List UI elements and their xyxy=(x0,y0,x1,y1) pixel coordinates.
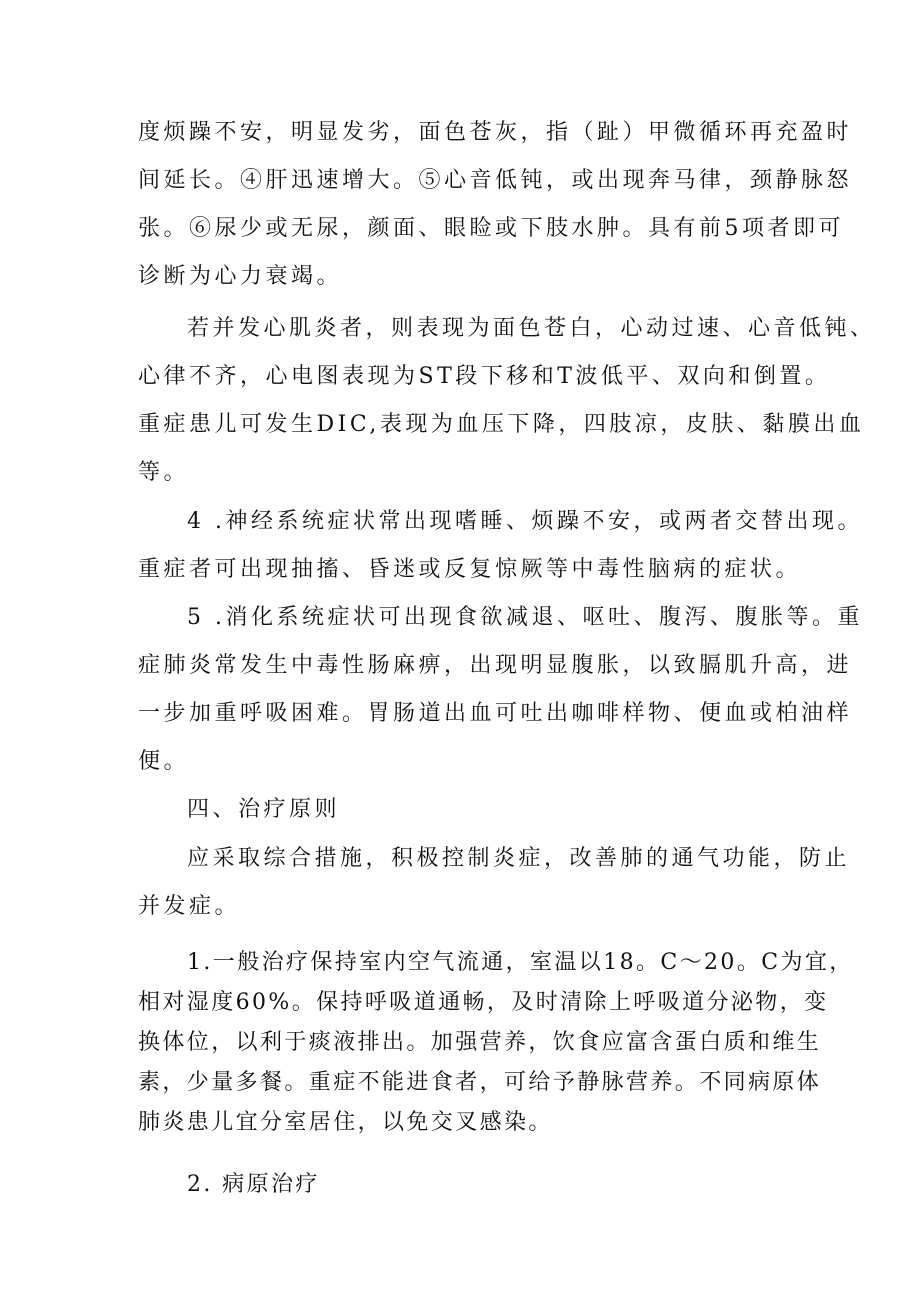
text-line: 并发症。 xyxy=(138,894,241,919)
text-line: 度烦躁不安，明显发劣，面色苍灰，指（趾）甲微循环再充盈时 xyxy=(138,120,853,145)
text-line: 重症患儿可发生DIC,表现为血压下降，四肢凉，皮肤、黏膜出血 xyxy=(138,412,865,437)
text-line: 张。⑥尿少或无尿，颜面、眼睑或下肢水肿。具有前5项者即可 xyxy=(138,216,844,241)
text-line: 应采取综合措施，积极控制炎症，改善肺的通气功能，防止 xyxy=(187,846,851,871)
text-line: 相对湿度60%。保持呼吸道通畅，及时清除上呼吸道分泌物，变 xyxy=(138,990,829,1015)
text-line: 肺炎患儿宜分室居住，以免交叉感染。 xyxy=(138,1110,553,1135)
text-line: 2. 病原治疗 xyxy=(187,1172,320,1197)
text-line: 1.一般治疗保持室内空气流通，室温以18。C～20。C为宜， xyxy=(187,950,854,975)
section-heading: 四、治疗原则 xyxy=(187,797,341,822)
text-line: 诊断为心力衰竭。 xyxy=(138,264,343,289)
text-line: 5 .消化系统症状可出现食欲减退、呕吐、腹泻、腹胀等。重 xyxy=(187,605,863,630)
text-line: 重症者可出现抽搐、昏迷或反复惊厥等中毒性脑病的症状。 xyxy=(138,557,802,582)
text-line: 间延长。④肝迅速增大。⑤心音低钝，或出现奔马律，颈静脉怒 xyxy=(138,168,853,193)
text-line: 素，少量多餐。重症不能进食者，可给予静脉营养。不同病原体 xyxy=(138,1070,822,1095)
text-line: 症肺炎常发生中毒性肠麻痹，出现明显腹胀，以致膈肌升高，进 xyxy=(138,653,853,678)
text-line: 等。 xyxy=(138,460,190,485)
text-line: 4 .神经系统症状常出现嗜睡、烦躁不安，或两者交替出现。 xyxy=(187,509,863,534)
text-line: 换体位，以利于痰液排出。加强营养，饮食应富含蛋白质和维生 xyxy=(138,1030,822,1055)
text-line: 一步加重呼吸困难。胃肠道出血可吐出咖啡样物、便血或柏油样 xyxy=(138,701,853,726)
text-line: 便。 xyxy=(138,749,190,774)
text-line: 心律不齐，心电图表现为ST段下移和T波低平、双向和倒置。 xyxy=(138,364,831,389)
text-line: 若并发心肌炎者，则表现为面色苍白，心动过速、心音低钝、 xyxy=(187,316,876,341)
